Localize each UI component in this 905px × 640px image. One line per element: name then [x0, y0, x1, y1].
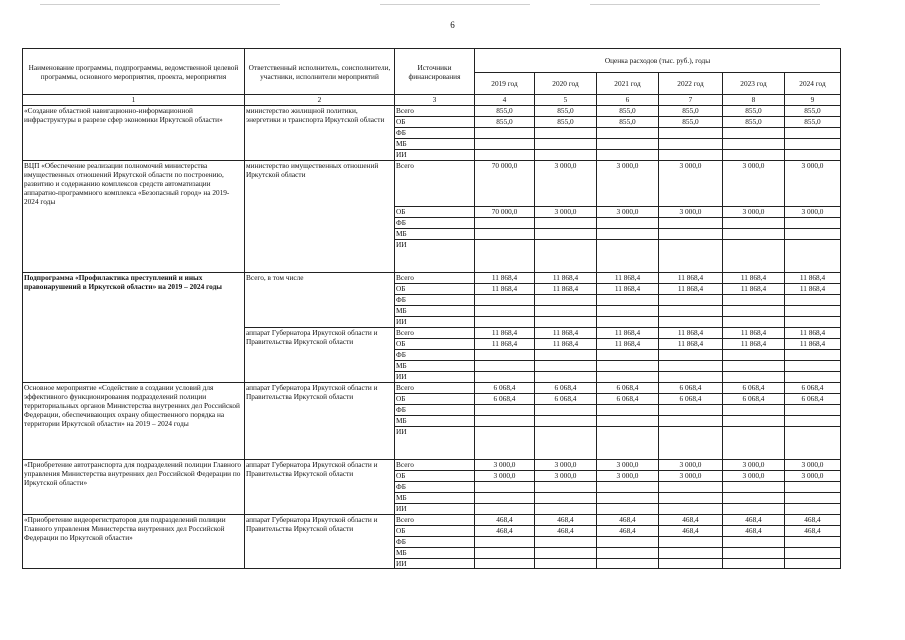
value-cell [597, 218, 659, 229]
value-cell: 3 000,0 [659, 207, 723, 218]
value-cell [535, 493, 597, 504]
value-cell [597, 405, 659, 416]
value-cell [535, 504, 597, 515]
value-cell: 3 000,0 [535, 471, 597, 482]
value-cell [659, 405, 723, 416]
value-cell [723, 504, 785, 515]
value-cell [535, 405, 597, 416]
funding-source: ОБ [395, 339, 475, 350]
value-cell: 3 000,0 [723, 471, 785, 482]
value-cell: 11 868,4 [535, 284, 597, 295]
value-cell [535, 218, 597, 229]
value-cell [659, 427, 723, 460]
value-cell [785, 295, 841, 306]
value-cell [597, 427, 659, 460]
value-cell: 3 000,0 [597, 161, 659, 207]
value-cell [785, 139, 841, 150]
value-cell [659, 504, 723, 515]
value-cell [785, 306, 841, 317]
value-cell [475, 548, 535, 559]
value-cell [475, 139, 535, 150]
executor: аппарат Губернатора Иркутской области и Правительства Иркутской области [245, 515, 395, 569]
value-cell [659, 139, 723, 150]
value-cell [723, 229, 785, 240]
value-cell: 855,0 [723, 106, 785, 117]
value-cell [535, 361, 597, 372]
funding-source: ИИ [395, 427, 475, 460]
value-cell [659, 482, 723, 493]
value-cell: 11 868,4 [785, 273, 841, 284]
header-year: 2020 год [535, 73, 597, 95]
value-cell [597, 350, 659, 361]
value-cell: 3 000,0 [723, 207, 785, 218]
funding-source: ИИ [395, 240, 475, 273]
header-year: 2024 год [785, 73, 841, 95]
value-cell [659, 416, 723, 427]
value-cell [659, 218, 723, 229]
executor: аппарат Губернатора Иркутской области и Правительства Иркутской области [245, 460, 395, 515]
table-row [23, 383, 841, 394]
column-number: 7 [659, 95, 723, 106]
value-cell: 11 868,4 [659, 328, 723, 339]
column-number: 2 [245, 95, 395, 106]
value-cell [535, 416, 597, 427]
funding-source: ФБ [395, 482, 475, 493]
value-cell: 468,4 [475, 515, 535, 526]
value-cell [785, 350, 841, 361]
value-cell [785, 559, 841, 569]
value-cell: 6 068,4 [723, 394, 785, 405]
table-row [23, 106, 841, 117]
value-cell [785, 427, 841, 460]
value-cell: 11 868,4 [535, 273, 597, 284]
value-cell [475, 128, 535, 139]
executor: аппарат Губернатора Иркутской области и Правительства Иркутской области [245, 328, 395, 383]
value-cell [723, 295, 785, 306]
funding-source: ИИ [395, 317, 475, 328]
value-cell [597, 128, 659, 139]
value-cell [785, 504, 841, 515]
value-cell: 6 068,4 [659, 383, 723, 394]
funding-source: ИИ [395, 559, 475, 569]
value-cell: 3 000,0 [659, 460, 723, 471]
value-cell: 6 068,4 [535, 394, 597, 405]
value-cell [475, 537, 535, 548]
value-cell: 6 068,4 [597, 383, 659, 394]
value-cell [597, 229, 659, 240]
value-cell [475, 229, 535, 240]
value-cell: 855,0 [723, 117, 785, 128]
value-cell: 11 868,4 [475, 284, 535, 295]
funding-source: МБ [395, 416, 475, 427]
value-cell [475, 317, 535, 328]
value-cell [723, 240, 785, 273]
funding-source: ОБ [395, 394, 475, 405]
value-cell [475, 405, 535, 416]
value-cell: 11 868,4 [659, 339, 723, 350]
top-edge-line [40, 4, 280, 5]
value-cell [475, 150, 535, 161]
value-cell: 11 868,4 [597, 273, 659, 284]
value-cell [659, 317, 723, 328]
funding-source: ФБ [395, 537, 475, 548]
value-cell: 3 000,0 [723, 161, 785, 207]
funding-source: ФБ [395, 218, 475, 229]
funding-source: Всего [395, 328, 475, 339]
value-cell [785, 240, 841, 273]
value-cell: 3 000,0 [535, 161, 597, 207]
value-cell [475, 559, 535, 569]
value-cell: 468,4 [597, 515, 659, 526]
value-cell [723, 493, 785, 504]
value-cell [659, 372, 723, 383]
value-cell [785, 218, 841, 229]
top-edge-line [380, 4, 530, 5]
program-name: «Приобретение автотранспорта для подразделений полиции Главного управления Министерства внутренних дел Российской Федерации по Иркутской области» [23, 460, 245, 515]
value-cell [723, 128, 785, 139]
value-cell [475, 240, 535, 273]
value-cell: 3 000,0 [785, 460, 841, 471]
value-cell: 3 000,0 [597, 207, 659, 218]
value-cell: 3 000,0 [659, 471, 723, 482]
program-name: «Создание областной навигационно-информационной инфраструктуры в разрезе сфер экономики Иркутской области» [23, 106, 245, 161]
funding-source: ОБ [395, 471, 475, 482]
value-cell: 11 868,4 [785, 339, 841, 350]
value-cell: 11 868,4 [475, 273, 535, 284]
value-cell [659, 240, 723, 273]
header-year: 2022 год [659, 73, 723, 95]
value-cell: 3 000,0 [785, 207, 841, 218]
funding-source: МБ [395, 493, 475, 504]
executor: министерство имущественных отношений Иркутской области [245, 161, 395, 273]
column-number: 5 [535, 95, 597, 106]
value-cell: 70 000,0 [475, 161, 535, 207]
value-cell [535, 128, 597, 139]
value-cell [785, 493, 841, 504]
value-cell: 855,0 [597, 106, 659, 117]
value-cell: 11 868,4 [597, 284, 659, 295]
column-number: 4 [475, 95, 535, 106]
value-cell [785, 372, 841, 383]
funding-source: ИИ [395, 504, 475, 515]
value-cell: 468,4 [723, 526, 785, 537]
header-sources: Источники финансирования [395, 49, 475, 95]
table-row [23, 515, 841, 526]
value-cell [475, 372, 535, 383]
value-cell [535, 372, 597, 383]
table-body [23, 106, 841, 569]
value-cell [659, 548, 723, 559]
value-cell: 6 068,4 [723, 383, 785, 394]
value-cell [535, 240, 597, 273]
header-year: 2019 год [475, 73, 535, 95]
value-cell [597, 548, 659, 559]
value-cell: 3 000,0 [785, 471, 841, 482]
value-cell: 3 000,0 [723, 460, 785, 471]
value-cell [723, 139, 785, 150]
value-cell [785, 317, 841, 328]
value-cell: 3 000,0 [597, 460, 659, 471]
value-cell [659, 150, 723, 161]
value-cell [475, 361, 535, 372]
table-row [23, 161, 841, 207]
value-cell: 11 868,4 [785, 284, 841, 295]
value-cell: 855,0 [475, 117, 535, 128]
value-cell: 468,4 [535, 515, 597, 526]
value-cell [723, 317, 785, 328]
funding-source: ФБ [395, 295, 475, 306]
header-executor: Ответственный исполнитель, соисполнители, участники, исполнители мероприятий [245, 49, 395, 95]
value-cell [723, 150, 785, 161]
value-cell [659, 306, 723, 317]
value-cell [723, 372, 785, 383]
value-cell [659, 128, 723, 139]
value-cell: 6 068,4 [475, 394, 535, 405]
value-cell: 11 868,4 [723, 328, 785, 339]
value-cell: 468,4 [597, 526, 659, 537]
value-cell [723, 306, 785, 317]
value-cell [475, 306, 535, 317]
value-cell [723, 218, 785, 229]
value-cell [597, 559, 659, 569]
value-cell [475, 416, 535, 427]
value-cell [475, 482, 535, 493]
value-cell [659, 350, 723, 361]
value-cell [785, 482, 841, 493]
value-cell [785, 361, 841, 372]
value-cell: 11 868,4 [475, 339, 535, 350]
program-name: Подпрограмма «Профилактика преступлений и иных правонарушений в Иркутской области» на 2019 – 2024 годы [23, 273, 245, 383]
funding-source: ФБ [395, 350, 475, 361]
header-estimate: Оценка расходов (тыс. руб.), годы [475, 49, 841, 73]
value-cell: 468,4 [785, 526, 841, 537]
funding-source: МБ [395, 139, 475, 150]
value-cell [535, 139, 597, 150]
value-cell: 855,0 [785, 117, 841, 128]
top-edge-line [590, 4, 820, 5]
value-cell: 11 868,4 [723, 339, 785, 350]
value-cell [659, 229, 723, 240]
value-cell: 855,0 [659, 117, 723, 128]
value-cell: 6 068,4 [535, 383, 597, 394]
value-cell [785, 416, 841, 427]
program-name: ВЦП «Обеспечение реализации полномочий министерства имущественных отношений Иркутской области по построению, развитию и содержанию комплексов средств автоматизации аппаратно-программного комплекса «Безопасный город» на 2019-2024 годы [23, 161, 245, 273]
value-cell [597, 493, 659, 504]
value-cell: 855,0 [785, 106, 841, 117]
column-number: 1 [23, 95, 245, 106]
value-cell: 3 000,0 [535, 460, 597, 471]
value-cell [723, 427, 785, 460]
value-cell: 6 068,4 [785, 383, 841, 394]
value-cell: 11 868,4 [723, 273, 785, 284]
program-name: Основное мероприятие «Содействие в создании условий для эффективного функционирования подразделений полиции территориальных органов Министерства внутренних дел Российской Федерации, обеспечивающих охрану общественного порядка на территории Иркутской области» на 2019 – 2024 годы [23, 383, 245, 460]
value-cell: 6 068,4 [659, 394, 723, 405]
value-cell [535, 295, 597, 306]
value-cell: 11 868,4 [475, 328, 535, 339]
value-cell [785, 128, 841, 139]
executor: Всего, в том числе [245, 273, 395, 328]
value-cell: 11 868,4 [597, 339, 659, 350]
value-cell: 855,0 [659, 106, 723, 117]
value-cell: 11 868,4 [785, 328, 841, 339]
value-cell [535, 306, 597, 317]
funding-source: МБ [395, 548, 475, 559]
value-cell: 6 068,4 [785, 394, 841, 405]
value-cell: 70 000,0 [475, 207, 535, 218]
column-number: 9 [785, 95, 841, 106]
header-name: Наименование программы, подпрограммы, ведомственной целевой программы, основного мероприятия, проекта, мероприятия [23, 49, 245, 95]
value-cell [597, 150, 659, 161]
value-cell [597, 139, 659, 150]
value-cell: 11 868,4 [535, 328, 597, 339]
value-cell [723, 482, 785, 493]
value-cell: 468,4 [659, 526, 723, 537]
value-cell [785, 150, 841, 161]
value-cell: 468,4 [723, 515, 785, 526]
value-cell: 855,0 [597, 117, 659, 128]
value-cell [475, 504, 535, 515]
value-cell [597, 416, 659, 427]
value-cell: 3 000,0 [597, 471, 659, 482]
value-cell [597, 295, 659, 306]
value-cell [535, 537, 597, 548]
value-cell [785, 548, 841, 559]
value-cell [723, 416, 785, 427]
value-cell: 11 868,4 [659, 284, 723, 295]
funding-source: МБ [395, 361, 475, 372]
value-cell [785, 537, 841, 548]
header-year: 2021 год [597, 73, 659, 95]
funding-source: ОБ [395, 117, 475, 128]
value-cell [535, 427, 597, 460]
value-cell: 468,4 [659, 515, 723, 526]
value-cell [659, 559, 723, 569]
value-cell [723, 548, 785, 559]
value-cell [475, 295, 535, 306]
value-cell: 11 868,4 [659, 273, 723, 284]
value-cell: 3 000,0 [475, 471, 535, 482]
funding-source: Всего [395, 161, 475, 207]
value-cell [597, 537, 659, 548]
funding-source: ФБ [395, 405, 475, 416]
funding-source: ОБ [395, 526, 475, 537]
value-cell: 855,0 [535, 117, 597, 128]
value-cell [475, 493, 535, 504]
page-number: 6 [450, 20, 455, 30]
value-cell: 3 000,0 [535, 207, 597, 218]
executor: министерство жилищной политики, энергетики и транспорта Иркутской области [245, 106, 395, 161]
value-cell [723, 405, 785, 416]
value-cell [723, 537, 785, 548]
column-number: 8 [723, 95, 785, 106]
funding-source: ИИ [395, 372, 475, 383]
column-number: 6 [597, 95, 659, 106]
value-cell [785, 229, 841, 240]
value-cell: 11 868,4 [597, 328, 659, 339]
value-cell [535, 229, 597, 240]
value-cell: 3 000,0 [785, 161, 841, 207]
value-cell [475, 350, 535, 361]
column-number: 3 [395, 95, 475, 106]
funding-source: Всего [395, 460, 475, 471]
funding-source: МБ [395, 306, 475, 317]
value-cell [659, 361, 723, 372]
funding-source: Всего [395, 106, 475, 117]
funding-source: Всего [395, 383, 475, 394]
value-cell [723, 350, 785, 361]
value-cell: 3 000,0 [475, 460, 535, 471]
value-cell [597, 306, 659, 317]
value-cell [597, 482, 659, 493]
expenses-table [22, 48, 841, 569]
value-cell: 11 868,4 [723, 284, 785, 295]
funding-source: ФБ [395, 128, 475, 139]
funding-source: Всего [395, 515, 475, 526]
funding-source: ИИ [395, 150, 475, 161]
header-year: 2023 год [723, 73, 785, 95]
value-cell: 468,4 [535, 526, 597, 537]
value-cell: 468,4 [785, 515, 841, 526]
value-cell: 468,4 [475, 526, 535, 537]
value-cell: 855,0 [475, 106, 535, 117]
value-cell [597, 372, 659, 383]
value-cell [597, 317, 659, 328]
table-row [23, 460, 841, 471]
value-cell: 6 068,4 [597, 394, 659, 405]
value-cell: 855,0 [535, 106, 597, 117]
value-cell [723, 361, 785, 372]
value-cell [659, 493, 723, 504]
funding-source: МБ [395, 229, 475, 240]
program-name: «Приобретение видеорегистраторов для подразделений полиции Главного управления Министерства внутренних дел Российской Федерации по Иркутской области» [23, 515, 245, 569]
value-cell [535, 548, 597, 559]
value-cell [535, 350, 597, 361]
value-cell: 6 068,4 [475, 383, 535, 394]
value-cell [475, 218, 535, 229]
value-cell [535, 482, 597, 493]
value-cell [597, 361, 659, 372]
value-cell [659, 295, 723, 306]
value-cell [659, 537, 723, 548]
funding-source: ОБ [395, 207, 475, 218]
value-cell [723, 559, 785, 569]
executor: аппарат Губернатора Иркутской области и Правительства Иркутской области [245, 383, 395, 460]
value-cell [597, 504, 659, 515]
value-cell [535, 150, 597, 161]
value-cell [597, 240, 659, 273]
value-cell: 3 000,0 [659, 161, 723, 207]
table-row [23, 273, 841, 284]
funding-source: ОБ [395, 284, 475, 295]
value-cell [535, 317, 597, 328]
value-cell [535, 559, 597, 569]
value-cell: 11 868,4 [535, 339, 597, 350]
funding-source: Всего [395, 273, 475, 284]
value-cell [475, 427, 535, 460]
value-cell [785, 405, 841, 416]
